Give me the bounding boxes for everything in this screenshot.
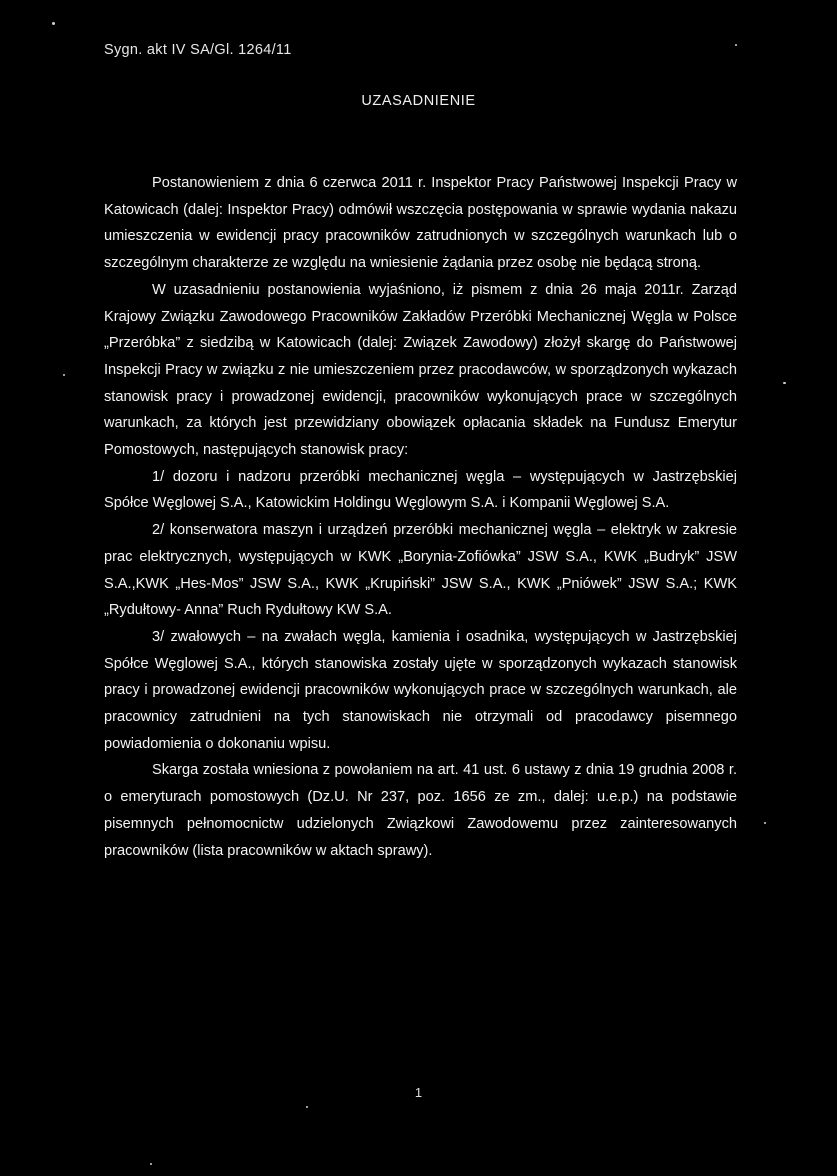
scan-speck xyxy=(764,822,766,824)
list-item-3: 3/ zwałowych – na zwałach węgla, kamienia i osadnika, występujących w Jastrzębskiej Spółce Węglowej S.A., których stanowiska zostały ujęte w sporządzonych wykazach stanowisk pracy i prowadzonej ewidencji pracowników wykonujących prace w szczególnych warunkach, ale pracownicy zatrudnieni na tych stanowiskach nie otrzymali od pracodawcy pisemnego powiadomienia o dokonaniu wpisu. xyxy=(104,628,737,752)
paragraph-decision: Postanowieniem z dnia 6 czerwca 2011 r. Inspektor Pracy Państwowej Inspekcji Pracy w Katowicach (dalej: Inspektor Pracy) odmówił wszczęcia postępowania w sprawie wydania nakazu umieszczenia w ewidencji pracy pracowników zatrudnionych w szczególnych warunkach lub o szczególnym charakterze ze względu na wniesienie żądania przez osobę nie będącą stroną. xyxy=(104,175,737,272)
list-item-1: 1/ dozoru i nadzoru przeróbki mechanicznej węgla – występujących w Jastrzębskiej Spółce Węglowej S.A., Katowickim Holdingu Węglowym S.A. i Kompanii Węglowej S.A. xyxy=(104,468,737,512)
document-heading: UZASADNIENIE xyxy=(361,93,476,109)
case-reference: Sygn. akt IV SA/Gl. 1264/11 xyxy=(104,42,292,58)
scan-speck xyxy=(52,22,55,25)
document-body xyxy=(104,170,737,864)
paragraph-complaint: Skarga została wniesiona z powołaniem na art. 41 ust. 6 ustawy z dnia 19 grudnia 2008 r. o emeryturach pomostowych (Dz.U. Nr 237, poz. 1656 ze zm., dalej: u.e.p.) na podstawie pisemnych pełnomocnictw udzielonych Związkowi Zawodowemu przez zainteresowanych pracowników (lista pracowników w aktach sprawy). xyxy=(104,762,737,859)
scan-speck xyxy=(150,1163,152,1165)
scan-speck xyxy=(63,374,65,376)
list-item-2: 2/ konserwatora maszyn i urządzeń przeróbki mechanicznej węgla – elektryk w zakresie prac elektrycznych, występujących w KWK „Borynia-Zofiówka” JSW S.A., KWK „Budryk” JSW S.A.,KWK „Hes-Mos” JSW S.A., KWK „Krupiński” JSW S.A., KWK „Pniówek” JSW S.A.; KWK „Rydułtowy- Anna” Ruch Rydułtowy KW S.A. xyxy=(104,522,737,619)
scan-speck xyxy=(783,382,786,384)
scan-speck xyxy=(306,1106,308,1108)
scan-speck xyxy=(735,44,737,46)
paragraph-justification: W uzasadnieniu postanowienia wyjaśniono, iż pismem z dnia 26 maja 2011r. Zarząd Krajowy Związku Zawodowego Pracowników Zakładów Przeróbki Mechanicznej Węgla w Polsce „Przeróbka” z siedzibą w Katowicach (dalej: Związek Zawodowy) złożył skargę do Państwowej Inspekcji Pracy w związku z nie umieszczeniem przez pracodawców, w sporządzonych wykazach stanowisk pracy i prowadzonej ewidencji, pracowników wykonujących prace w szczególnych warunkach, za których jest przewidziany obowiązek opłacania składek na Fundusz Emerytur Pomostowych, następujących stanowisk pracy: xyxy=(104,281,737,459)
page-number: 1 xyxy=(414,1085,423,1100)
